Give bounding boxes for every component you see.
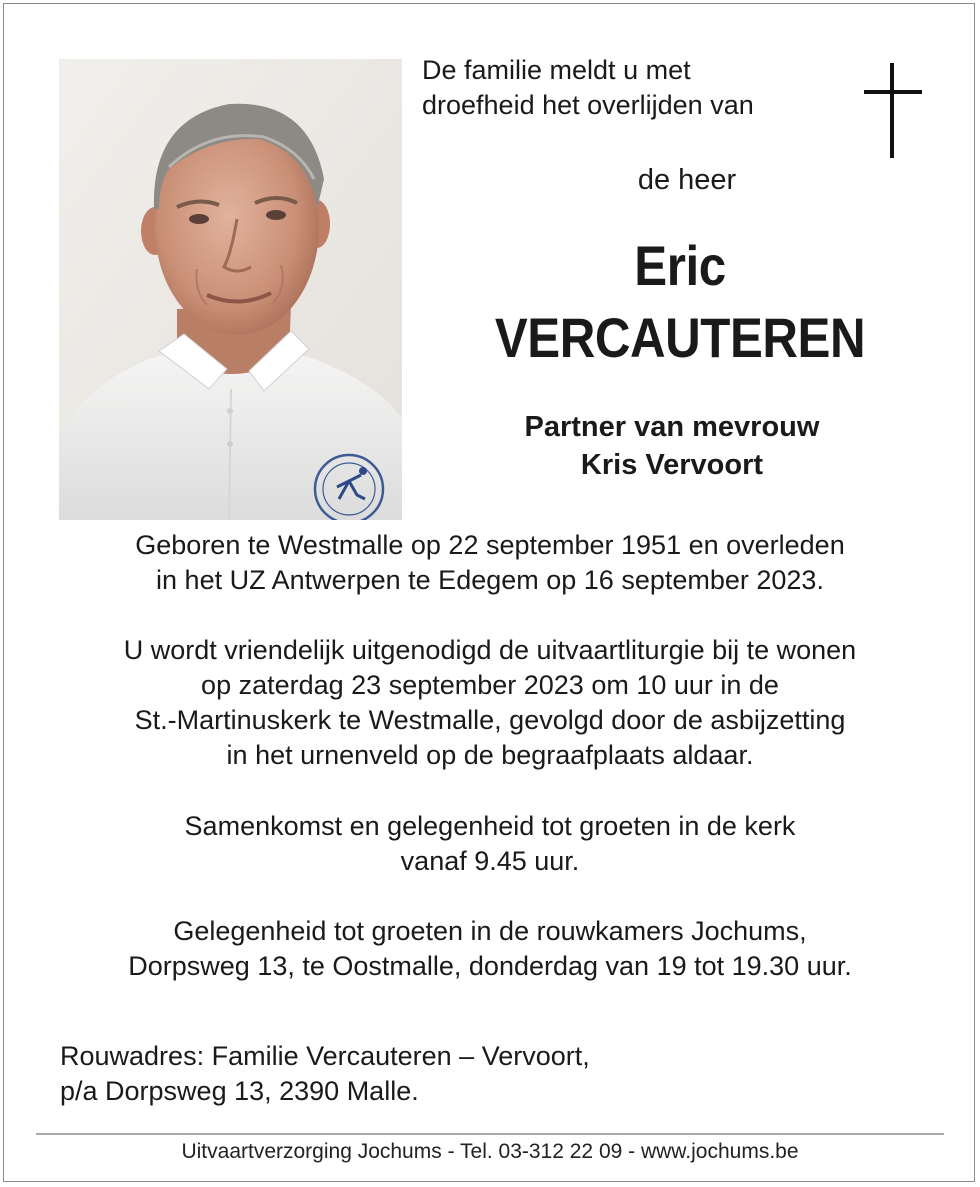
funeral-line-4: in het urnenveld op de begraafplaats aldaar.	[226, 740, 754, 770]
born-line-2: in het UZ Antwerpen te Edegem op 16 september 2023.	[156, 565, 824, 595]
last-name: VERCAUTEREN	[494, 306, 866, 369]
mourning-address	[60, 1039, 760, 1109]
address-line-2: p/a Dorpsweg 13, 2390 Malle.	[60, 1076, 419, 1106]
funeral-director-footer: Uitvaartverzorging Jochums - Tel. 03-312 22 09 - www.jochums.be	[181, 1140, 799, 1163]
partner-line-2: Kris Vervoort	[580, 449, 764, 481]
footer-divider	[36, 1133, 944, 1135]
funeral-line-2: op zaterdag 23 september 2023 om 10 uur in de	[201, 670, 779, 700]
greeting-paragraph	[40, 914, 940, 984]
birth-death-paragraph	[40, 528, 940, 598]
portrait-photo	[59, 59, 402, 520]
greeting-line-1: Gelegenheid tot groeten in de rouwkamers Jochums,	[173, 916, 807, 946]
latin-cross-icon	[864, 63, 922, 158]
first-name: Eric	[634, 234, 726, 297]
deceased-name	[486, 230, 873, 374]
partner-info	[452, 408, 892, 484]
greeting-line-2: Dorpsweg 13, te Oostmalle, donderdag van 19 tot 19.30 uur.	[128, 951, 852, 981]
funeral-line-3: St.-Martinuskerk te Westmalle, gevolgd door de asbijzetting	[134, 705, 846, 735]
announcement-intro	[422, 53, 842, 123]
salutation: de heer	[637, 164, 737, 196]
meeting-line-1: Samenkomst en gelegenheid tot groeten in de kerk	[184, 811, 796, 841]
meeting-paragraph	[40, 809, 940, 879]
funeral-paragraph	[40, 633, 940, 773]
funeral-line-1: U wordt vriendelijk uitgenodigd de uitvaartliturgie bij te wonen	[123, 635, 857, 665]
partner-line-1: Partner van mevrouw	[524, 411, 820, 443]
intro-line-2: droefheid het overlijden van	[422, 90, 754, 120]
address-line-1: Rouwadres: Familie Vercauteren – Vervoort,	[60, 1041, 590, 1071]
meeting-line-2: vanaf 9.45 uur.	[400, 846, 580, 876]
born-line-1: Geboren te Westmalle op 22 september 1951 en overleden	[135, 530, 845, 560]
intro-line-1: De familie meldt u met	[422, 55, 691, 85]
